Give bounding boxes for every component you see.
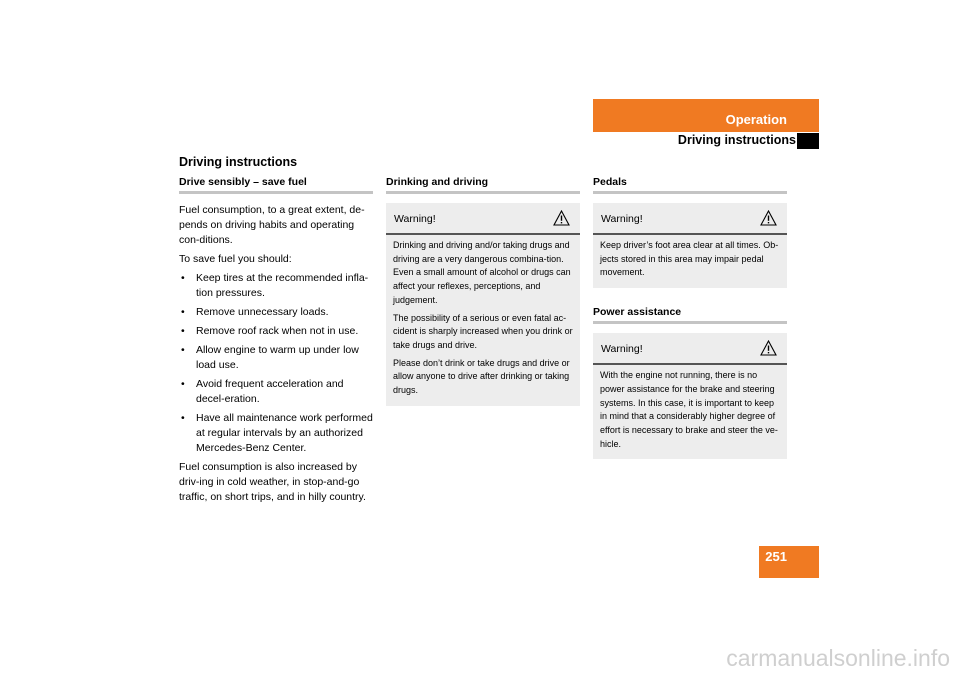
- warning-triangle-icon: [760, 210, 777, 226]
- warning-triangle-icon: [553, 210, 570, 226]
- bullet-icon: •: [181, 306, 185, 318]
- watermark: carmanualsonline.info: [726, 645, 950, 671]
- heading-power-assistance: Power assistance: [593, 306, 787, 324]
- warning-header: [593, 203, 787, 235]
- page-title: Driving instructions: [179, 155, 298, 169]
- warning-body: [593, 365, 787, 459]
- list-item: • Keep tires at the recommended infla-tion pressures.: [181, 272, 369, 299]
- bullet-icon: •: [181, 412, 185, 424]
- section-header-bar: [593, 99, 819, 132]
- column-drinking: [386, 176, 580, 424]
- warning-paragraph: Keep driver’s foot area clear at all times. Ob-jects stored in this area may impair pedal movement.: [600, 240, 779, 278]
- fuel-outro: Fuel consumption is also increased by driv-ing in cold weather, in stop-and-go traffic, on short trips, and in hilly country.: [179, 461, 366, 503]
- section-title: Operation: [725, 112, 787, 127]
- warning-header: [593, 333, 787, 365]
- fuel-tips-list: [179, 271, 373, 456]
- heading-save-fuel: Drive sensibly – save fuel: [179, 176, 373, 194]
- column-fuel: [179, 176, 373, 509]
- warning-label: Warning!: [601, 213, 643, 225]
- bullet-icon: •: [181, 378, 185, 390]
- warning-header: [386, 203, 580, 235]
- page-number: 251: [765, 549, 787, 564]
- header-marker: [797, 133, 819, 149]
- bullet-icon: •: [181, 344, 185, 356]
- fuel-lead: To save fuel you should:: [179, 253, 292, 265]
- warning-label: Warning!: [601, 343, 643, 356]
- warning-paragraph: Please don’t drink or take drugs and drive or allow anyone to drive after drinking or taking drugs.: [393, 357, 570, 396]
- warning-box-drinking: [386, 203, 580, 406]
- column-pedals-power: [593, 176, 787, 477]
- warning-paragraph: The possibility of a serious or even fatal ac-cident is sharply increased when you drink or take drugs and drive.: [393, 312, 573, 350]
- list-item: • Remove unnecessary loads.: [181, 306, 329, 318]
- list-item: • Remove roof rack when not in use.: [181, 325, 359, 337]
- warning-box-pedals: [593, 203, 787, 288]
- warning-paragraph: Drinking and driving and/or taking drugs and driving are a very dangerous combina-tion. Even a small amount of alcohol or drugs can affect your reflexes, perceptions, and judgement.: [393, 240, 571, 305]
- fuel-intro: Fuel consumption, to a great extent, de-pends on driving habits and operating con-ditions.: [179, 204, 365, 246]
- heading-pedals: Pedals: [593, 176, 787, 194]
- list-item: • Allow engine to warm up under low load use.: [181, 344, 359, 371]
- warning-triangle-icon: [760, 340, 777, 356]
- warning-box-power: [593, 333, 787, 459]
- subsection-title: Driving instructions: [677, 133, 796, 147]
- heading-drinking-driving: Drinking and driving: [386, 176, 580, 194]
- list-item: • Have all maintenance work performed at regular intervals by an authorized Mercedes-Benz Center.: [181, 412, 373, 454]
- warning-label: Warning!: [394, 213, 436, 225]
- warning-body: [593, 235, 787, 288]
- page-number-box: [759, 546, 819, 578]
- bullet-icon: •: [181, 325, 185, 337]
- warning-body: [386, 235, 580, 406]
- bullet-icon: •: [181, 272, 185, 284]
- warning-paragraph: With the engine not running, there is no power assistance for the brake and steering systems. In this case, it is important to keep in mind that a considerably higher degree of effort is necessary to brake and steer the ve-hicle.: [600, 370, 778, 449]
- list-item: • Avoid frequent acceleration and decel-eration.: [181, 378, 344, 405]
